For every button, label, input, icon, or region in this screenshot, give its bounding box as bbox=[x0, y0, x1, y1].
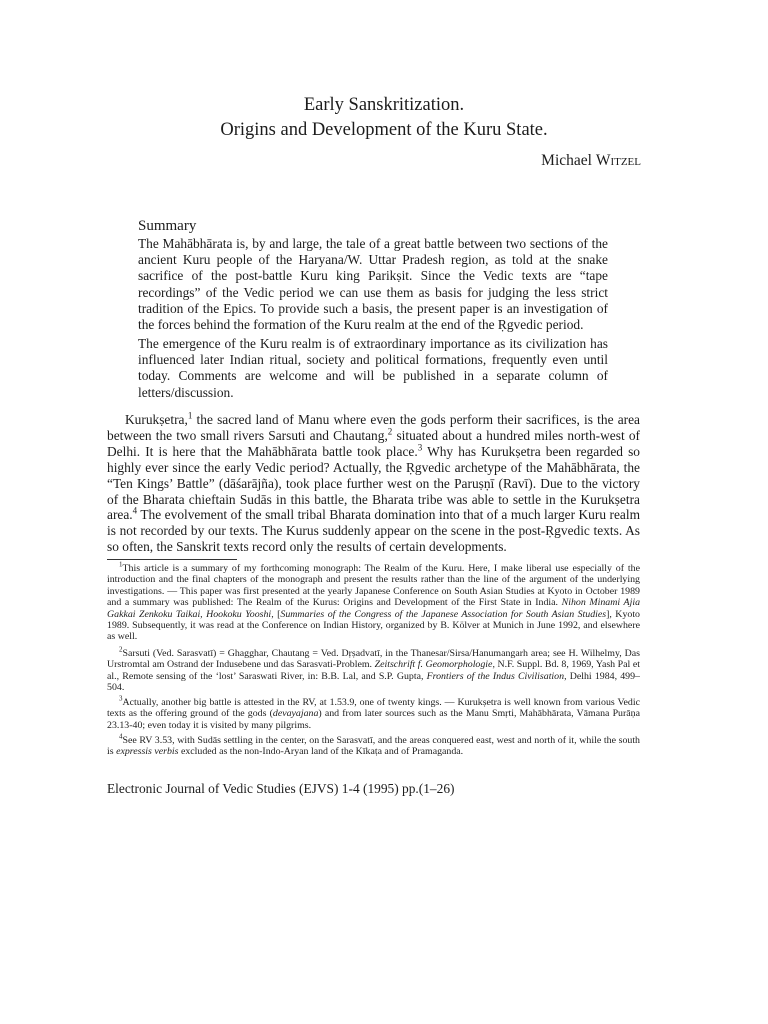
summary-paragraph-1: The Mahābhārata is, by and large, the tale of a great battle between two sections of the ancient Kuru people of the Haryana/W. Uttar Pradesh region, as told at the snake sacrifice of the post-battle Kuru king Parikṣit. Since the Vedic texts are “tape recordings” of the Vedic period we can use them as basis for judging the less strict tradition of the Epics. To provide such a basis, the present paper is an investigation of the forces behind the formation of the Kuru realm at the end of the Ṛgvedic period. bbox=[138, 236, 608, 333]
footnote-3-text-c: ) and from later sources such as the Manu Smṛti, Mahābhārata, Vāmana Purāṇa 23.13-40; even today it is visited by many pilgrims. bbox=[107, 708, 640, 731]
footnote-1 bbox=[107, 560, 641, 643]
footnote-4-text-b: expressis verbis bbox=[116, 746, 179, 758]
footnote-4 bbox=[107, 732, 640, 758]
body-text-1: Kurukṣetra, bbox=[125, 412, 188, 427]
footnote-ref-4: 4 bbox=[132, 505, 138, 516]
footnote-3-number: 3 bbox=[119, 694, 123, 703]
body-text-3: situated about a hundred miles north-west of Delhi. It is here that the Mahābhārata battle took place. bbox=[107, 427, 640, 459]
footnote-4-text-c: excluded as the non-Indo-Aryan land of the Kīkaṭa and of Pramaganda. bbox=[178, 746, 464, 758]
footnote-ref-1: 1 bbox=[187, 410, 193, 421]
paper-title-line-1: Early Sanskritization. bbox=[303, 95, 465, 115]
footnote-3-text-a: Actually, another big battle is attested in the RV, at 1.53.9, one of twenty kings. — Kurukṣetra is well known from various Vedic texts as the offering ground of the gods ( bbox=[107, 697, 640, 720]
footnote-2-text-c: , N.F. Suppl. Bd. 8, 1969, Yash Pal et al., Remote sensing of the ‘lost’ Saraswati River, in: B.B. Lal, and S.P. Gupta, bbox=[107, 659, 640, 682]
footnote-1-text-a: This article is a summary of my forthcoming monograph: The Realm of the Kuru. Here, I make liberal use especially of the introduction and the final chapters of the monograph and present the results rather than the line of the argument of the underlying investigations. — This paper was first presented at the yearly Japanese Conference on South Asian Studies at Kyoto in October 1989 and a summary was published: The Realm of the Kurus: Origins and Development of the First State in India. bbox=[107, 563, 640, 609]
author-last-name: Witzel bbox=[595, 152, 641, 169]
footnote-2-text-b: Zeitschrift f. Geomorphologie bbox=[374, 659, 493, 671]
body-text-2: the sacred land of Manu where even the gods perform their sacrifices, is the area between the two small rivers Sarsuti and Chautang, bbox=[107, 412, 640, 443]
author-name bbox=[541, 152, 641, 170]
footnote-2 bbox=[107, 645, 640, 694]
footnote-1-text-d: Summaries of the Congress of the Japanese Association for South Asian Studies bbox=[280, 608, 607, 620]
footnote-ref-2: 2 bbox=[387, 426, 393, 437]
body-text-5: The evolvement of the small tribal Bharata domination into that of a much larger Kuru realm is not recorded by our texts. The Kurus suddenly appear on the scene in the post-Ṛgvedic texts. As so often, the Sanskrit texts record only the results of certain developments. bbox=[107, 507, 640, 555]
footnote-1-text-c: , [ bbox=[271, 608, 281, 620]
footnote-3-text-b: devayajana bbox=[272, 708, 319, 720]
footnote-2-text-e: , Delhi 1984, 499–504. bbox=[107, 670, 640, 694]
footnote-2-text-a: Sarsuti (Ved. Sarasvatī) = Ghagghar, Chautang = Ved. Dṛṣadvatī, in the Thanesar/Sirsa/Hanumangarh area; see H. Wilhelmy, Das Urstromtal am Ostrand der Indusebene und das Sarasvati-Problem. bbox=[107, 648, 640, 671]
footnote-1-number: 1 bbox=[119, 560, 123, 569]
footnote-ref-3: 3 bbox=[417, 442, 423, 453]
author-first-name: Michael bbox=[541, 152, 596, 169]
summary-paragraph-2: The emergence of the Kuru realm is of extraordinary importance as its civilization has influenced later Indian ritual, society and political formations, frequently even until today. Comments are welcome and will be published in a separate column of letters/discussion. bbox=[138, 336, 608, 400]
paper-title-line-2: Origins and Development of the Kuru State. bbox=[220, 120, 548, 140]
journal-citation: Electronic Journal of Vedic Studies (EJVS) 1-4 (1995) pp.(1–26) bbox=[107, 781, 455, 796]
footnote-4-number: 4 bbox=[119, 732, 123, 741]
footnote-4-text-a: See RV 3.53, with Sudās settling in the center, on the Sarasvatī, and the areas conquered east, west and north of it, while the south is bbox=[107, 735, 640, 758]
footnote-3 bbox=[107, 694, 640, 731]
footnote-divider bbox=[107, 559, 237, 560]
body-text-4: Why has Kurukṣetra been regarded so highly ever since the early Vedic period? Actually, the Ṛgvedic archetype of the Mahābhārata, the “Ten Kings’ Battle” (dāśarājña), took place further west on the Paruṣṇī (Ravī). Due to the victory of the Bharata chieftain Sudās in this battle, the Bharata tribe was able to settle in the Kurukṣetra area. bbox=[107, 443, 640, 523]
body-paragraph bbox=[107, 412, 640, 555]
footnote-1-text-b: Nihon Minami Ajia Gakkai Zenkoku Taikai, Hookoku Yooshi bbox=[107, 597, 641, 620]
footnote-2-number: 2 bbox=[119, 645, 123, 654]
summary-heading: Summary bbox=[138, 218, 197, 234]
footnote-2-text-d: Frontiers of the Indus Civilisation bbox=[426, 670, 565, 682]
footnote-1-text-e: ], Kyoto 1989. Subsequently, it was read at the Conference on Indian History, organized by B. Kölver at Munich in June 1992, and elsewhere as well. bbox=[107, 608, 640, 643]
